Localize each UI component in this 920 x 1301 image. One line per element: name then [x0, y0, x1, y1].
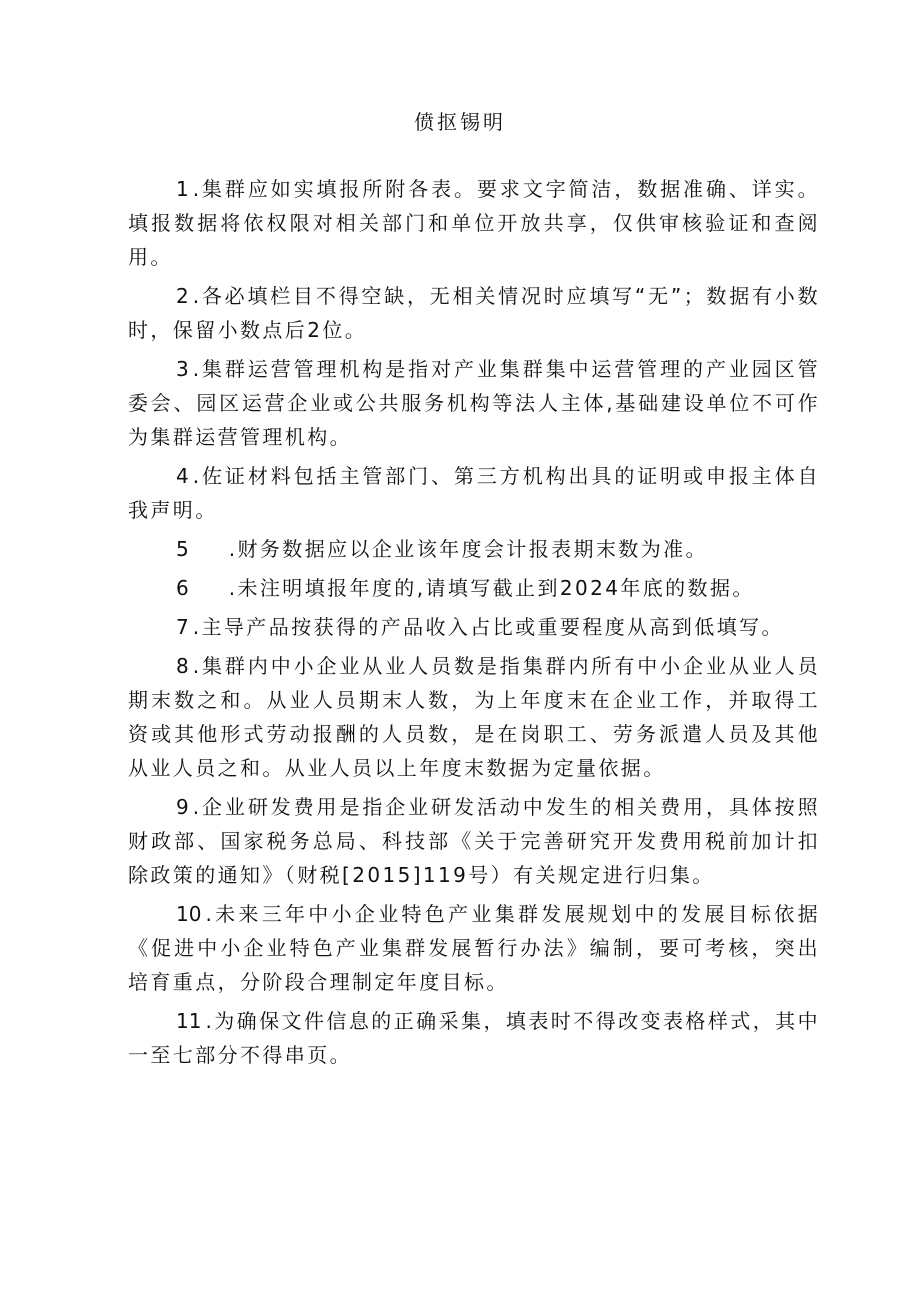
item-text: .集群运营管理机构是指对产业集群集中运营管理的产业园区管委会、园区运营企业或公共服务机构等法人主体,基础建设单位不可作为集群运营管理机构。 — [128, 357, 820, 449]
item-text: .集群应如实填报所附各表。要求文字简洁，数据准确、详实。填报数据将依权限对相关部门和单位开放共享，仅供审核验证和查阅用。 — [128, 177, 820, 269]
instruction-item-6 — [128, 571, 820, 605]
instruction-item-2 — [128, 279, 820, 347]
instruction-item-3 — [128, 352, 820, 454]
instruction-item-7 — [128, 610, 820, 644]
item-number: 5 — [176, 537, 189, 561]
item-number: 4 — [176, 464, 189, 488]
item-number: 6 — [176, 576, 189, 600]
instruction-item-9 — [128, 790, 820, 892]
instruction-item-4 — [128, 459, 820, 527]
instruction-item-11 — [128, 1004, 820, 1072]
item-number: 8 — [176, 654, 189, 678]
instruction-item-1 — [128, 172, 820, 274]
item-number: 7 — [176, 615, 189, 639]
item-number: 10 — [176, 902, 202, 926]
instructions-body — [128, 172, 820, 1077]
item-text: .为确保文件信息的正确采集，填表时不得改变表格样式，其中一至七部分不得串页。 — [128, 1009, 820, 1067]
item-text: .未来三年中小企业特色产业集群发展规划中的发展目标依据《促进中小企业特色产业集群发展暂行办法》编制，要可考核，突出培育重点，分阶段合理制定年度目标。 — [128, 902, 820, 994]
document-title: 偾抠锡明 — [414, 110, 506, 134]
item-text: .财务数据应以企业该年度会计报表期末数为准。 — [228, 537, 708, 561]
instruction-item-8 — [128, 649, 820, 785]
instruction-item-10 — [128, 897, 820, 999]
item-number: 9 — [176, 795, 189, 819]
item-text: .各必填栏目不得空缺，无相关情况时应填写“无”；数据有小数时，保留小数点后2位。 — [128, 284, 820, 342]
item-number: 3 — [176, 357, 189, 381]
item-number: 2 — [176, 284, 189, 308]
item-number: 1 — [176, 177, 189, 201]
item-text: .未注明填报年度的,请填写截止到2024年底的数据。 — [228, 576, 755, 600]
item-text: .佐证材料包括主管部门、第三方机构出具的证明或申报主体自我声明。 — [128, 464, 820, 522]
item-text: .集群内中小企业从业人员数是指集群内所有中小企业从业人员期末数之和。从业人员期末人数，为上年度末在企业工作，并取得工资或其他形式劳动报酬的人员数，是在岗职工、劳务派遣人员及其他从业人员之和。从业人员以上年度末数据为定量依据。 — [128, 654, 820, 780]
instruction-item-5 — [128, 532, 820, 566]
item-text: .主导产品按获得的产品收入占比或重要程度从高到低填写。 — [192, 615, 784, 639]
item-number: 11 — [176, 1009, 202, 1033]
item-text: .企业研发费用是指企业研发活动中发生的相关费用，具体按照财政部、国家税务总局、科技部《关于完善研究开发费用税前加计扣除政策的通知》（财税[2015]119号）有关规定进行归集。 — [128, 795, 820, 887]
